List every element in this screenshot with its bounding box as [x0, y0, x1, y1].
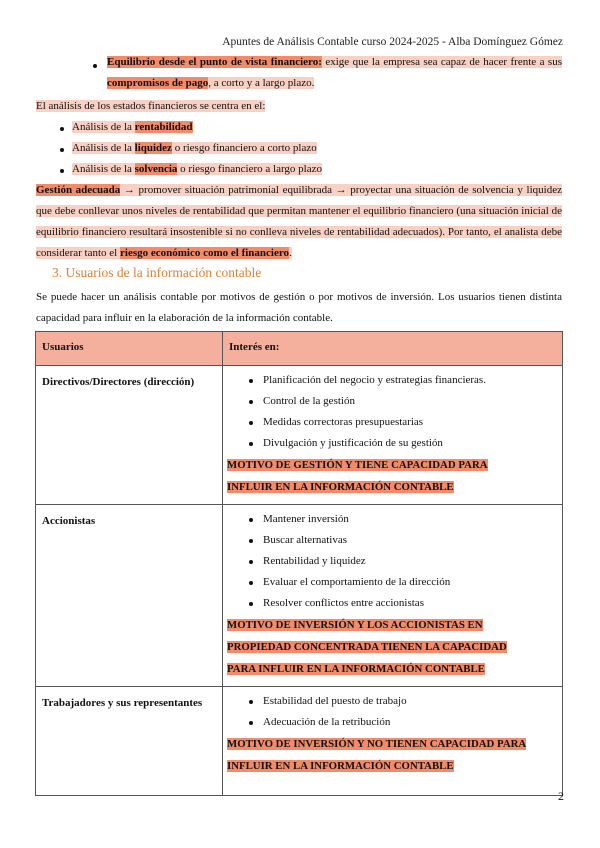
motive-line: MOTIVO DE INVERSIÓN Y NO TIENEN CAPACIDAD PARA [227, 738, 527, 750]
motive-block [227, 755, 558, 777]
motive-line: PROPIEDAD CONCENTRADA TIENEN LA CAPACIDAD [227, 641, 507, 653]
motive-line: MOTIVO DE INVERSIÓN Y LOS ACCIONISTAS EN [227, 619, 483, 631]
list-item: Estabilidad del puesto de trabajo [227, 691, 558, 712]
management-term: Gestión adecuada [36, 184, 121, 196]
motive-line: INFLUIR EN LA INFORMACIÓN CONTABLE [227, 481, 454, 493]
list-item: Mantener inversión [227, 509, 558, 530]
motive-block [227, 733, 558, 755]
analysis-intro [36, 96, 562, 117]
user-cell: Trabajadores y sus representantes [36, 687, 223, 796]
header-interest: Interés en: [223, 332, 563, 366]
page-number: 2 [558, 789, 564, 803]
bullet-dot [93, 64, 97, 68]
bullet-dot [60, 148, 64, 152]
motive-block [227, 636, 558, 658]
management-text: → promover situación patrimonial equilibrada → proyectar una situación de solvencia y liquidez que debe conllevar unos niveles de rentabilidad que permitan mantener el equilibrio financiero (una situación inicial de equilibrio financiero resultará insostenible si no conlleva niveles de rentabilidad adecuados). Por tanto, el analista debe considerar tanto el [36, 184, 562, 259]
motive-line: PARA INFLUIR EN LA INFORMACIÓN CONTABLE [227, 663, 485, 675]
item-term: solvencia [134, 163, 178, 175]
list-item: Rentabilidad y liquidez [227, 551, 558, 572]
item-prefix: Análisis de la [72, 163, 135, 175]
table-row [36, 505, 563, 687]
interest-cell [223, 505, 563, 687]
interest-cell [223, 687, 563, 796]
management-paragraph [36, 180, 562, 264]
users-table [35, 331, 563, 796]
table-header-row [36, 332, 563, 366]
item-term: liquidez [134, 142, 172, 154]
bullet-dot [60, 127, 64, 131]
user-cell: Directivos/Directores (dirección) [36, 366, 223, 505]
bullet-dot [60, 169, 64, 173]
item-suffix: o riesgo financiero a largo plazo [177, 163, 322, 175]
interest-cell [223, 366, 563, 505]
item-prefix: Análisis de la [72, 142, 135, 154]
list-item: Buscar alternativas [227, 530, 558, 551]
balance-text-2: , a corto y a largo plazo. [208, 77, 315, 89]
motive-block [227, 454, 558, 476]
table-row [36, 687, 563, 796]
table-row [36, 366, 563, 505]
financial-balance-bullet [107, 52, 562, 94]
section-title: 3. Usuarios de la información contable [52, 265, 262, 280]
management-end: . [289, 247, 292, 259]
analysis-item-solvencia [72, 159, 322, 179]
motive-line: MOTIVO DE GESTIÓN Y TIENE CAPACIDAD PARA [227, 459, 488, 471]
payment-commitments: compromisos de pago [107, 77, 209, 89]
header-users: Usuarios [36, 332, 223, 366]
list-item: Adecuación de la retribución [227, 712, 558, 733]
spacer [227, 777, 558, 789]
motive-block [227, 614, 558, 636]
balance-text-1: exige que la empresa sea capaz de hacer frente a sus [321, 56, 562, 68]
item-suffix: o riesgo financiero a corto plazo [171, 142, 317, 154]
list-item: Medidas correctoras presupuestarias [227, 412, 558, 433]
page-header: Apuntes de Análisis Contable curso 2024-2025 - Alba Domínguez Gómez [222, 36, 563, 48]
list-item: Control de la gestión [227, 391, 558, 412]
item-prefix: Análisis de la [72, 121, 135, 133]
list-item: Planificación del negocio y estrategias financieras. [227, 370, 558, 391]
user-cell: Accionistas [36, 505, 223, 687]
list-item: Evaluar el comportamiento de la dirección [227, 572, 558, 593]
list-item: Resolver conflictos entre accionistas [227, 593, 558, 614]
section-text: Se puede hacer un análisis contable por motivos de gestión o por motivos de inversión. Los usuarios tienen distinta capacidad para influir en la elaboración de la información contable. [36, 291, 562, 324]
risk-term: riesgo económico como el financiero [120, 247, 290, 259]
balance-term: Equilibrio desde el punto de vista financiero: [107, 56, 322, 68]
analysis-item-liquidez [72, 138, 317, 158]
motive-line: INFLUIR EN LA INFORMACIÓN CONTABLE [227, 760, 454, 772]
analysis-intro-text: El análisis de los estados financieros se centra en el: [36, 100, 266, 112]
item-term: rentabilidad [134, 121, 193, 133]
motive-block [227, 658, 558, 680]
motive-block [227, 476, 558, 498]
analysis-item-rentabilidad [72, 117, 193, 137]
list-item: Divulgación y justificación de su gestión [227, 433, 558, 454]
